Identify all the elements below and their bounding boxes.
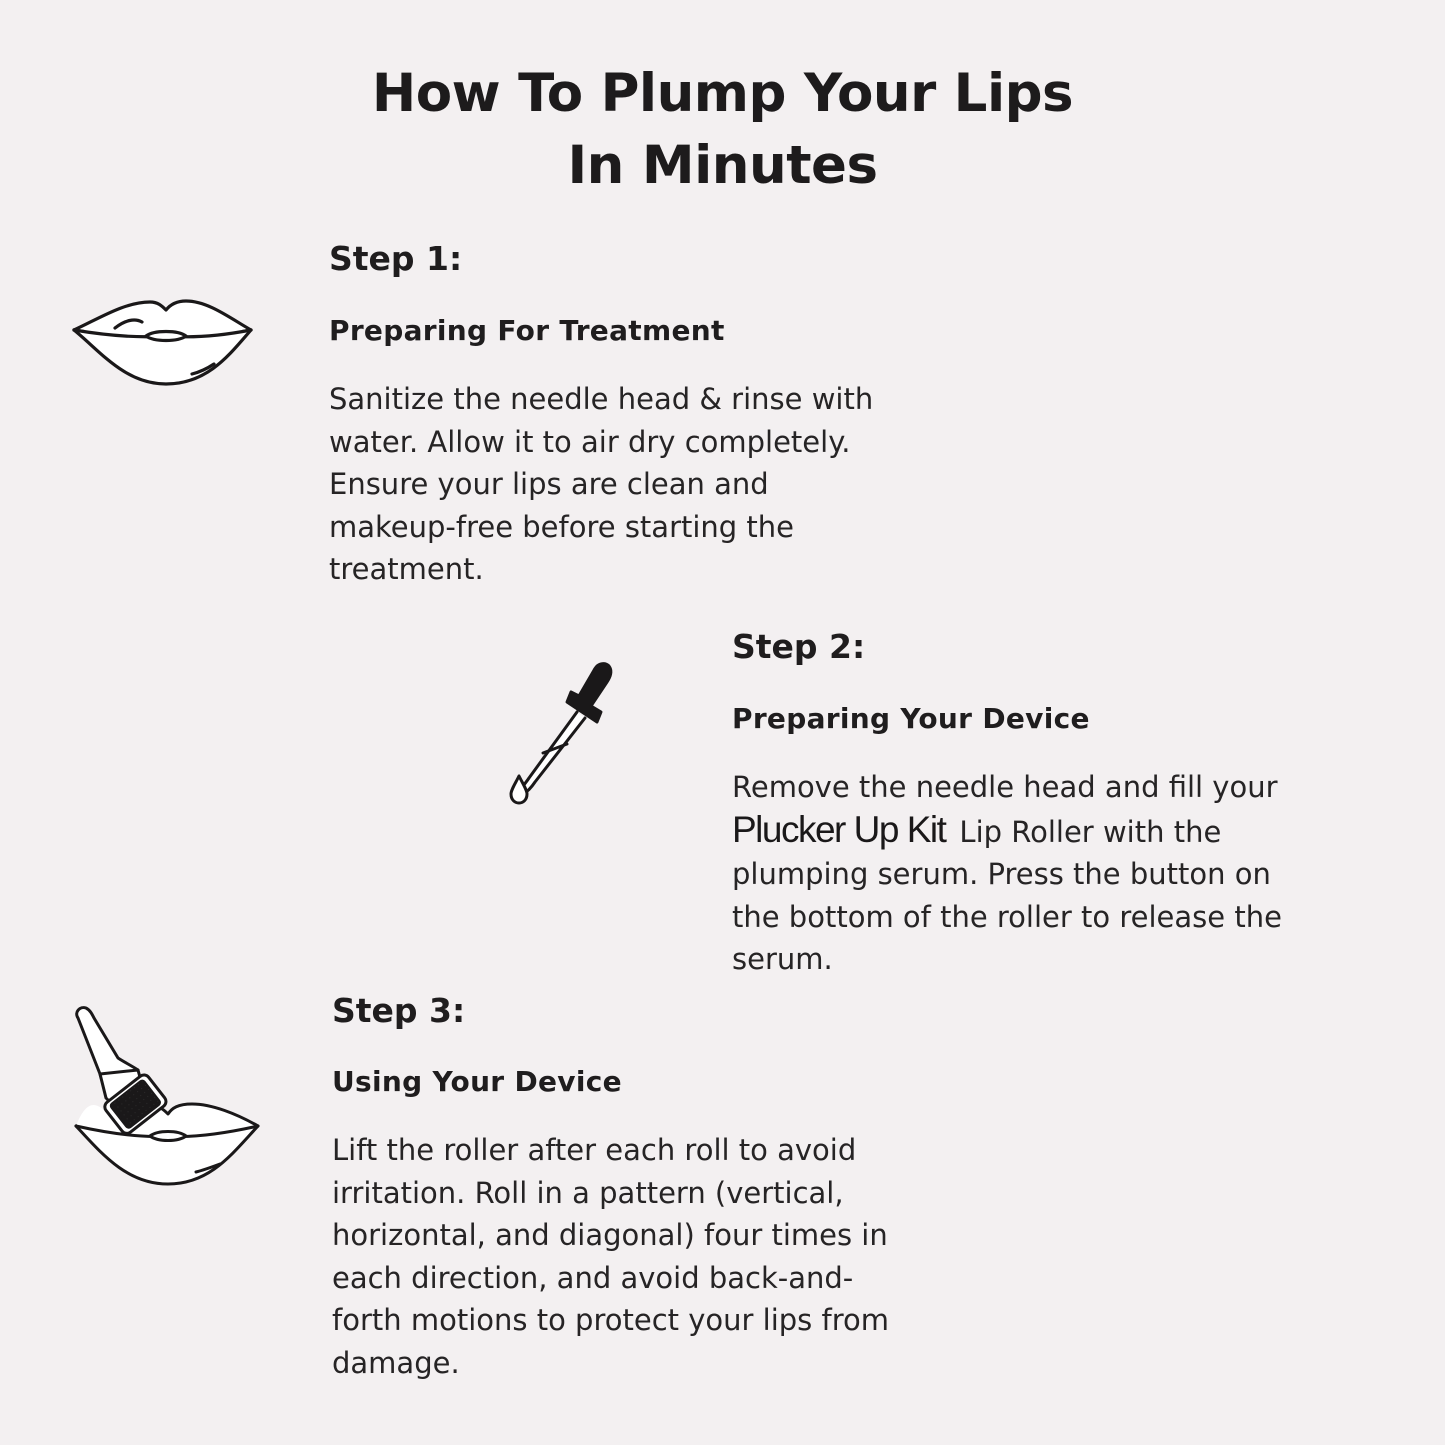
step-3-line: Lift the roller after each roll to avoid	[332, 1133, 857, 1167]
title-line-1: How To Plump Your Lips	[371, 63, 1074, 124]
dropper-icon	[505, 660, 625, 805]
step-1-line: Sanitize the needle head & rinse with	[329, 382, 874, 416]
title-line-2: In Minutes	[567, 135, 878, 196]
page-title	[0, 58, 1445, 202]
step-3-label: Step 3:	[332, 991, 466, 1030]
step-2-description	[732, 766, 1282, 981]
step-3-line: damage.	[332, 1345, 460, 1380]
step-2-line: plumping serum. Press the button on	[732, 857, 1271, 892]
step-1-label: Step 1:	[329, 239, 463, 278]
lip-roller-icon	[72, 1004, 262, 1189]
step-3-description	[332, 1129, 889, 1385]
step-2-line-with-brand	[732, 809, 1282, 854]
step-2-line: the bottom of the roller to release the	[732, 899, 1282, 934]
step-1-line: makeup-free before starting the	[329, 509, 795, 544]
step-1-heading: Preparing For Treatment	[329, 314, 725, 347]
step-2-line: serum.	[732, 942, 833, 977]
step-3-line: irritation. Roll in a pattern (vertical,	[332, 1175, 844, 1210]
step-1-line: Ensure your lips are clean and	[329, 467, 769, 502]
step-1-line: treatment.	[329, 552, 484, 587]
step-2-line: Lip Roller with the	[959, 814, 1222, 849]
brand-name: Plucker Up Kit	[732, 808, 946, 850]
step-2-heading: Preparing Your Device	[732, 702, 1090, 735]
step-3-heading: Using Your Device	[332, 1065, 622, 1098]
step-1-line: water. Allow it to air dry completely.	[329, 424, 851, 459]
step-1-description	[329, 378, 873, 591]
lips-icon	[70, 296, 255, 392]
step-3-line: forth motions to protect your lips from	[332, 1303, 889, 1338]
step-3-line: horizontal, and diagonal) four times in	[332, 1218, 888, 1253]
step-2-line: Remove the needle head and fill your	[732, 770, 1278, 804]
step-3-line: each direction, and avoid back-and-	[332, 1260, 854, 1295]
step-2-label: Step 2:	[732, 627, 866, 666]
